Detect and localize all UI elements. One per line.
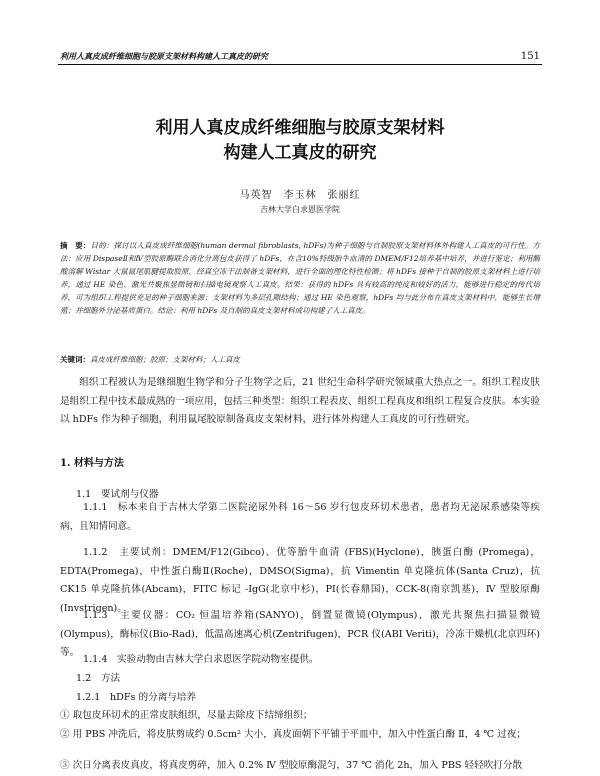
subsection-1-1: 1.1 要试剂与仪器 bbox=[76, 489, 159, 500]
running-title: 利用人真皮成纤维细胞与胶原支架材料构建人工真皮的研究 bbox=[60, 51, 268, 61]
affiliation: 吉林大学白求恩医学院 bbox=[260, 205, 340, 214]
method-step-1: ① 取包皮环切术的正常皮肤组织，尽量去除皮下结缔组织； bbox=[60, 710, 313, 721]
title-line-2: 构建人工真皮的研究 bbox=[223, 143, 377, 163]
method-step-3: ③ 次日分离表皮真皮，将真皮剪碎，加入 0.2% Ⅳ 型胶原酶混匀，37 ℃ 消化 2h，加入 PBS 轻轻吹打分散 bbox=[60, 760, 523, 771]
item-1-1-1: 1.1.1 标本来自于吉林大学第二医院泌尿外科 16～56 岁行包皮环切术患者，患者均无泌尿系感染等疾病，且知情同意。 bbox=[60, 502, 540, 532]
intro-paragraph: 组织工程被认为是继细胞生物学和分子生物学之后，21 世纪生命科学研究领域重大热点之一。组织工程皮肤是组织工程中技术最成熟的一项应用，包括三种类型：组织工程表皮、组织工程真皮和组织工程复合皮肤。本实验以 hDFs 作为种子细胞，利用鼠尾胶原制备真皮支架材料，进行体外构建人工真皮的可行性研究。 bbox=[60, 377, 540, 425]
abstract-label: 摘 要： bbox=[60, 241, 91, 250]
subsection-1-2-1: 1.2.1 hDFs 的分离与培养 bbox=[76, 692, 197, 703]
abstract-text: 目的：探讨以人真皮成纤维细胞(human dermal fibroblasts, hDFs)为种子细胞与自制胶原支架材料体外构建人工真皮的可行性。方法：应用 DispaseⅡ和Ⅳ型胶原酶联合消化分离包皮获得了 hDFs，在含10%特级胎牛血清的 DMEM/F12培养基中培养，并进行鉴定；利用酶酸溶解 Wistar 大鼠鼠尾肌腱提取胶原，经真空冻干法制备支架材料，进行全面的理化特性检测；将 hDFs 接种于自制的胶原支架材料上进行培养，通过 HE 染色、激光共聚焦显微镜和扫描电镜观察人工真皮。结果：获得的 hDFs 具有较高的纯度和较好的活力，能够进行稳定的传代培养，可为组织工程提供充足的种子细胞来源；支架材料为多层孔隙结构；通过 HE 染色观察，hDFs 均与此分布在真皮支架材料中，能够生长增殖；并细胞外分泌基质蛋白。结论：利用 hDFs 及自制的真皮支架材料成功构建了人工真皮。 bbox=[60, 241, 541, 315]
section-heading-1: 1. 材料与方法 bbox=[60, 458, 124, 469]
item-1-1-4: 1.1.4 实验动物由吉林大学白求恩医学院动物室提供。 bbox=[83, 654, 319, 665]
header-rule bbox=[58, 64, 542, 65]
running-header bbox=[60, 44, 540, 62]
authors: 马英智 李玉林 张丽红 bbox=[239, 190, 361, 201]
item-1-1-2: 1.1.2 主要试剂：DMEM/F12(Gibco)、优等胎牛血清 (FBS)(Hyclone)，胰蛋白酶 (Promega)，EDTA(Promega)，中性蛋白酶Ⅱ(Roche)，DMSO(Sigma)，抗 Vimentin 单克隆抗体(Santa Cruz)，抗 CK15 单克隆抗体(Abcam)，FITC 标记 -IgG(北京中杉)，PI(长春鼎国)，CCK-8(南京凯基)，Ⅳ 型胶原酶(Invstrigen)。 bbox=[60, 547, 540, 614]
subsection-1-2: 1.2 方法 bbox=[76, 673, 121, 684]
keywords-text: 真皮成纤维细胞；胶原；支架材料；人工真皮 bbox=[90, 355, 240, 364]
keywords-label: 关键词： bbox=[60, 355, 90, 364]
method-step-2: ② 用 PBS 冲洗后，将皮肤剪成约 0.5cm² 大小，真皮面朝下平铺于平皿中，加入中性蛋白酶 Ⅱ，4 ℃ 过夜； bbox=[60, 729, 526, 740]
abstract bbox=[60, 240, 540, 317]
article-title bbox=[60, 116, 540, 166]
keywords bbox=[60, 354, 540, 365]
page-number: 151 bbox=[520, 51, 540, 62]
title-line-1: 利用人真皮成纤维细胞与胶原支架材料 bbox=[155, 118, 445, 138]
item-1-1-3: 1.1.3 主要仪器：CO₂ 恒温培养箱(SANYO)，倒置显微镜(Olympus)，激光共聚焦扫描显微镜(Olympus)，酶标仪(Bio-Rad)，低温高速离心机(Zentrifugen)，PCR 仪(ABI Veriti)，冷冻干燥机(北京四环)等。 bbox=[60, 610, 540, 658]
